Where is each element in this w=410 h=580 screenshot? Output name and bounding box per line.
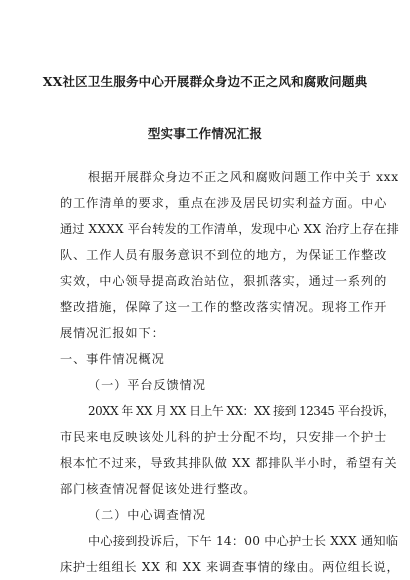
subsection-heading: （二）中心调查情况 <box>88 508 206 522</box>
report-title-line-1: XX社区卫生服务中心开展群众身边不正之风和腐败问题典 <box>42 74 368 89</box>
paragraph-line: 整改措施，保障了这一工作的整改落实情况。现将工作开 <box>60 300 388 314</box>
section-heading: 一、事件情况概况 <box>60 352 165 366</box>
paragraph-line: 根本忙不过来，导致其排队做 XX 都排队半小时，希望有关 <box>60 456 398 470</box>
paragraph-line: 20XX 年 XX 月 XX 日上午 XX：XX 接到 12345 平台投诉， <box>88 404 395 418</box>
report-title-line-2: 型实事工作情况汇报 <box>147 126 263 141</box>
paragraph-line: 中心接到投诉后，下午 14：00 中心护士长 XXX 通知临 <box>88 534 399 548</box>
paragraph-line: 队、工作人员有服务意识不到位的地方，为保证工作整改 <box>60 248 388 262</box>
paragraph-line: 通过 XXXX 平台转发的工作清单，发现中心 XX 治疗上存在排 <box>60 222 399 236</box>
paragraph-line: 展情况汇报如下： <box>60 326 165 340</box>
paragraph-line: 市民来电反映该处儿科的护士分配不均，只安排一个护士 <box>60 430 388 444</box>
subsection-heading: （一）平台反馈情况 <box>88 378 206 392</box>
paragraph-line: 部门核查情况督促该处进行整改。 <box>60 482 257 496</box>
paragraph-line: 床护士组组长 XX 和 XX 来调查事情的缘由。两位组长说， <box>60 560 400 574</box>
paragraph-line: 实效，中心领导提高政治站位，狠抓落实，通过一系列的 <box>60 274 388 288</box>
paragraph-line: 根据开展群众身边不正之风和腐败问题工作中关于 xxx <box>88 170 399 184</box>
paragraph-line: 的工作清单的要求，重点在涉及居民切实利益方面。中心 <box>60 196 388 210</box>
